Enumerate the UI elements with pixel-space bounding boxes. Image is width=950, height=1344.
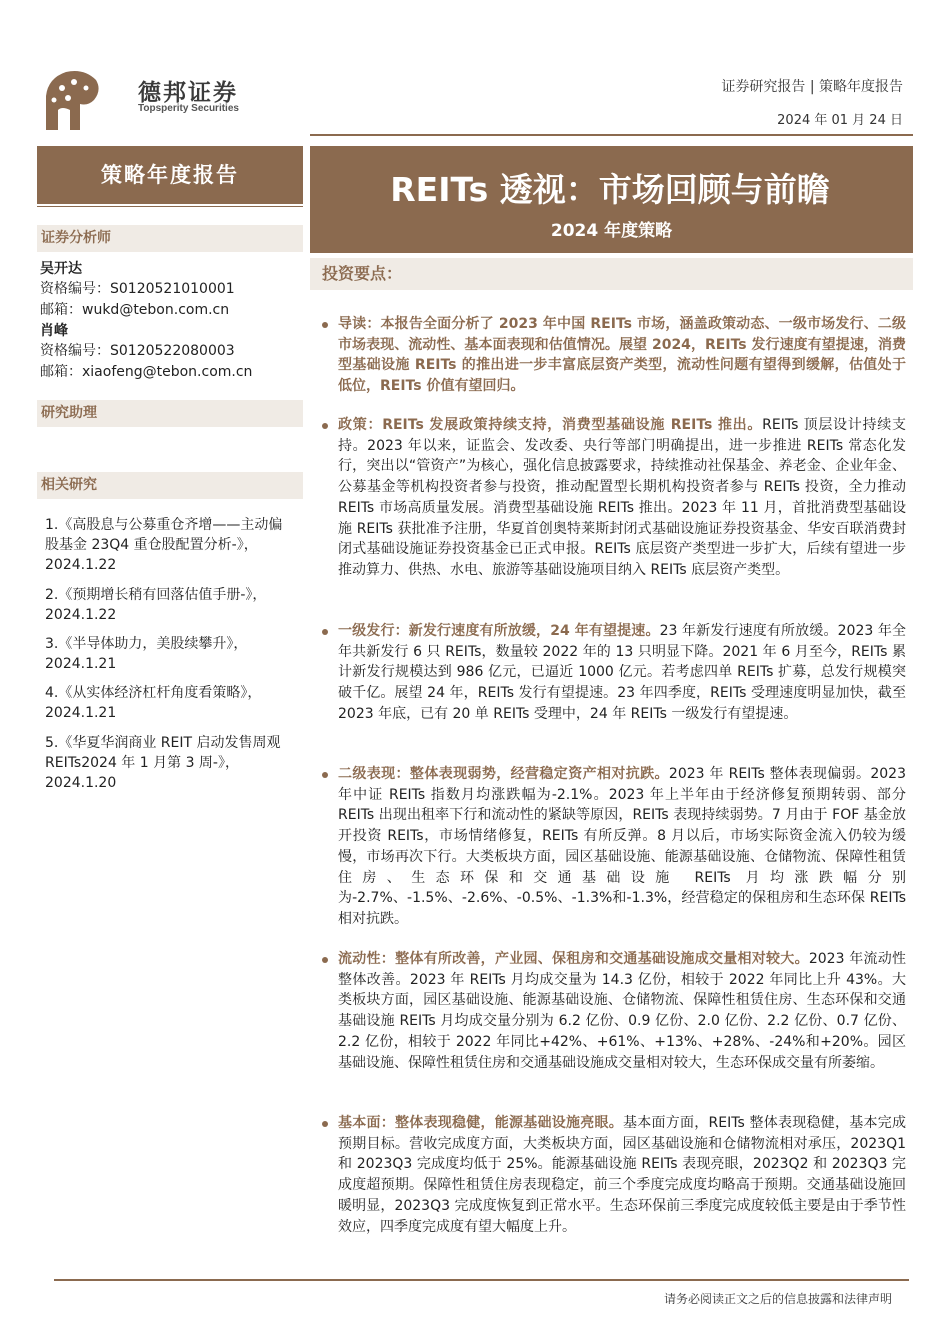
analyst-cert: 资格编号：S0120522080003: [40, 343, 235, 359]
related-report-item[interactable]: 1.《高股息与公募重仓齐增——主动偏股基金 23Q4 重仓股配置分析-》，2024.1.22: [45, 517, 283, 573]
analyst-name: 肖峰: [40, 323, 68, 339]
report-title: REITs 透视：市场回顾与前瞻: [390, 170, 830, 209]
banner-underline: [37, 206, 303, 207]
analyst-name: 吴开达: [40, 261, 82, 277]
analyst-section-title: 证券分析师: [37, 225, 303, 252]
analyst-email: 邮箱：wukd@tebon.com.cn: [40, 302, 230, 318]
company-logo-icon: [40, 66, 102, 132]
report-type: 证券研究报告 | 策略年度报告: [721, 79, 903, 95]
title-banner: [310, 146, 913, 253]
related-report-item[interactable]: 5.《华夏华润商业 REIT 启动发售周观 REITs2024 年 1 月第 3 周-》，2024.1.20: [45, 735, 281, 791]
bullet-icon: [322, 957, 328, 963]
header-divider: [310, 134, 913, 136]
key-point-issuance: 一级发行：新发行速度有所放缓，24 年有望提速。23 年新发行速度有所放缓。2023 年全年共新发行 6 只 REITs，数量较 2022 年的 13 只明显下降。2021 年 6 月至今，REITs 累计新发行规模达到 986 亿元，已逼近 1000 亿元。若考虑四单 REITs 扩募，总发行规模突破千亿。展望 24 年，REITs 发行有望提速。23 年四季度，REITs 受理速度明显加快，截至 2023 年底，已有 20 单 REITs 受理中，24 年 REITs 一级发行有望提速。: [338, 623, 906, 722]
key-point-policy: 政策：REITs 发展政策持续支持，消费型基础设施 REITs 推出。REITs 顶层设计持续支持。2023 年以来，证监会、发改委、央行等部门明确提出，进一步推进 REITs 常态化发行，突出以“管资产”为核心，强化信息披露要求，持续推动社保基金、养老金、企业年金、公募基金等机构投资者参与投资，推动配置型长期机构投资者参与 REITs 投资，全力推动 REITs 市场高质量发展。消费型基础设施 REITs 推出。2023 年 11 月，首批消费型基础设施 REITs 获批准予注册，华夏首创奥特莱斯封闭式基础设施证券投资基金、华安百联消费封闭式基础设施证券投资基金已正式申报。REITs 底层资产类型进一步扩大，后续有望进一步推动算力、供热、水电、旅游等基础设施项目纳入 REITs 底层资产类型。: [338, 417, 906, 578]
report-subtitle: 2024 年度策略: [550, 221, 673, 241]
related-report-item[interactable]: 4.《从实体经济杠杆角度看策略》，2024.1.21: [45, 685, 262, 721]
footer-divider: [54, 1279, 909, 1281]
related-report-item[interactable]: 3.《半导体助力，美股续攀升》，2024.1.21: [45, 636, 248, 672]
logo-cn-text: 德邦证券: [138, 80, 238, 106]
key-point-fundamentals: 基本面：整体表现稳健，能源基础设施亮眼。基本面方面，REITs 整体表现稳健，基本完成预期目标。营收完成度方面，大类板块方面，园区基础设施和仓储物流相对承压，2023Q1 和 2023Q3 完成度均低于 25%。能源基础设施 REITs 表现亮眼，2023Q2 和 2023Q3 完成度超预期。保障性租赁住房表现稳定，前三个季度完成度均略高于预期。交通基础设施回暖明显，2023Q3 完成度恢复到正常水平。生态环保前三季度完成度较低主要是由于季节性效应，四季度完成度有望大幅度上升。: [338, 1115, 907, 1235]
key-point-liquidity: 流动性：整体有所改善，产业园、保租房和交通基础设施成交量相对较大。2023 年流动性整体改善。2023 年 REITs 月均成交量为 14.3 亿份，相较于 2022 年同比上升 43%。大类板块方面，园区基础设施、能源基础设施、仓储物流、保障性租赁住房、生态环保和交通基础设施 REITs 月均成交量分别为 6.2 亿份、0.9 亿份、2.0 亿份、2.2 亿份、0.7 亿份、2.2 亿份，相较于 2022 年同比+42%、+61%、+13%、+28%、-24%和+20%。园区基础设施、保障性租赁住房和交通基础设施成交量相对较大，生态环保成交量有所萎缩。: [338, 951, 906, 1071]
footer-disclaimer: 请务必阅读正文之后的信息披露和法律声明: [663, 1292, 892, 1306]
bullet-icon: [322, 423, 328, 429]
analyst-email: 邮箱：xiaofeng@tebon.com.cn: [40, 364, 253, 380]
key-point-intro: 导读：本报告全面分析了 2023 年中国 REITs 市场，涵盖政策动态、一级市场发行、二级市场表现、流动性、基本面表现和估值情况。展望 2024，REITs 发行速度有望提速，消费型基础设施 REITs 的推出进一步丰富底层资产类型，流动性问题有望得到缓解，估值处于低位，REITs 价值有望回归。: [338, 316, 906, 395]
related-section-title: 相关研究: [37, 472, 303, 499]
key-point-secondary: 二级表现：整体表现弱势，经营稳定资产相对抗跌。2023 年 REITs 整体表现偏弱。2023 年中证 REITs 指数月均涨跌幅为-2.1%。2023 年上半年由于经济修复预期转弱、部分 REITs 出现出租率下行和流动性的紧缺等原因，REITs 表现持续弱势。7 月由于 FOF 基金放开投资 REITs，市场情绪修复，REITs 有所反弹。8 月以后，市场实际资金流入仍较为缓慢，市场再次下行。大类板块方面，园区基础设施、能源基础设施、仓储物流、保障性租赁住房、生态环保和交通基础设施 REITs 月均涨跌幅分别为-2.7%、-1.5%、-2.6%、-0.5%、-1.3%和-1.3%，经营稳定的保租房和生态环保 REITs 相对抗跌。: [338, 766, 907, 927]
analyst-cert: 资格编号：S0120521010001: [40, 281, 235, 297]
bullet-icon: [322, 1121, 328, 1127]
bullet-icon: [322, 772, 328, 778]
key-points-title: 投资要点：: [310, 258, 913, 290]
bullet-icon: [322, 322, 328, 328]
logo-en-text: Topsperity Securities: [138, 103, 239, 114]
related-report-item[interactable]: 2.《预期增长稍有回落估值手册-》，2024.1.22: [45, 587, 267, 623]
report-category-banner: 策略年度报告: [37, 146, 303, 204]
report-date: 2024 年 01 月 24 日: [777, 113, 903, 128]
bullet-icon: [322, 629, 328, 635]
assistant-section-title: 研究助理: [37, 400, 303, 427]
